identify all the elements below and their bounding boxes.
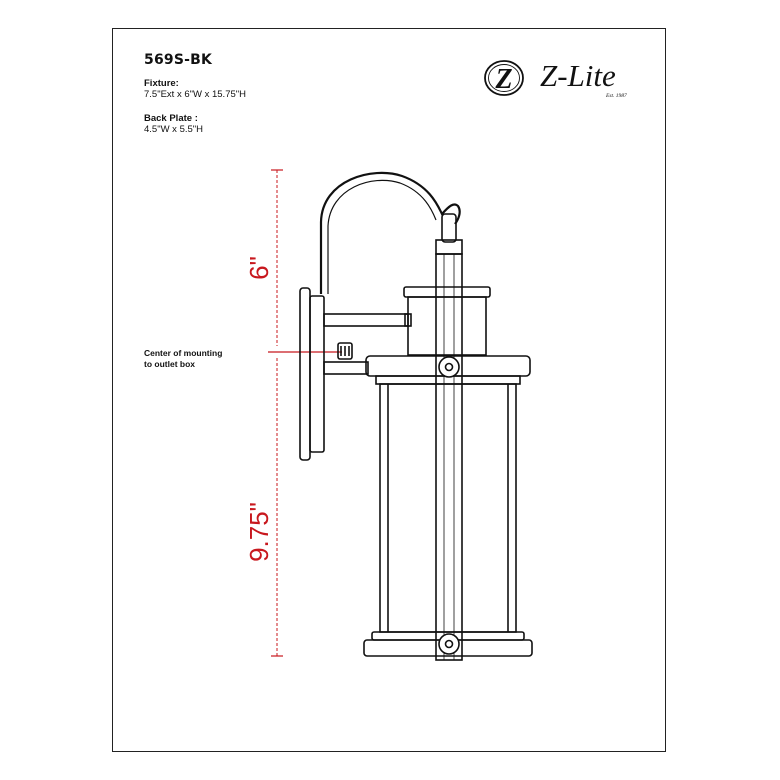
dimension-upper-label: 6" [244, 256, 274, 280]
mounting-note-line2: to outlet box [144, 359, 195, 369]
upper-arm [324, 314, 408, 326]
backplate-label: Back Plate : [144, 113, 198, 124]
dimension-lines [268, 170, 342, 656]
dimension-lower-label: 9.75" [244, 502, 274, 562]
vertical-strap [436, 254, 462, 660]
fixture-dimensions: 7.5"Ext x 6"W x 15.75"H [144, 89, 246, 100]
fixture-label: Fixture: [144, 78, 179, 89]
strap-rivet-top [439, 357, 459, 377]
top-cap [404, 287, 490, 297]
lantern-outline [300, 173, 532, 660]
back-plate-lip [310, 296, 324, 452]
glass-cylinder [380, 384, 516, 632]
hanging-link [442, 214, 456, 242]
back-plate [300, 288, 310, 460]
logo-monogram: Z [495, 64, 513, 95]
backplate-dimensions: 4.5"W x 5.5"H [144, 124, 204, 135]
logo-wordmark: Z-Lite [540, 58, 616, 93]
mounting-note-line1: Center of mounting [144, 348, 223, 358]
logo-established: Est. 1987 [606, 93, 627, 99]
model-number: 569S-BK [144, 52, 213, 68]
hook-arm [321, 173, 460, 294]
lower-arm [324, 362, 368, 374]
top-collar [408, 297, 486, 355]
strap-rivet-bottom [439, 634, 459, 654]
hook-arm-inner [328, 180, 436, 294]
